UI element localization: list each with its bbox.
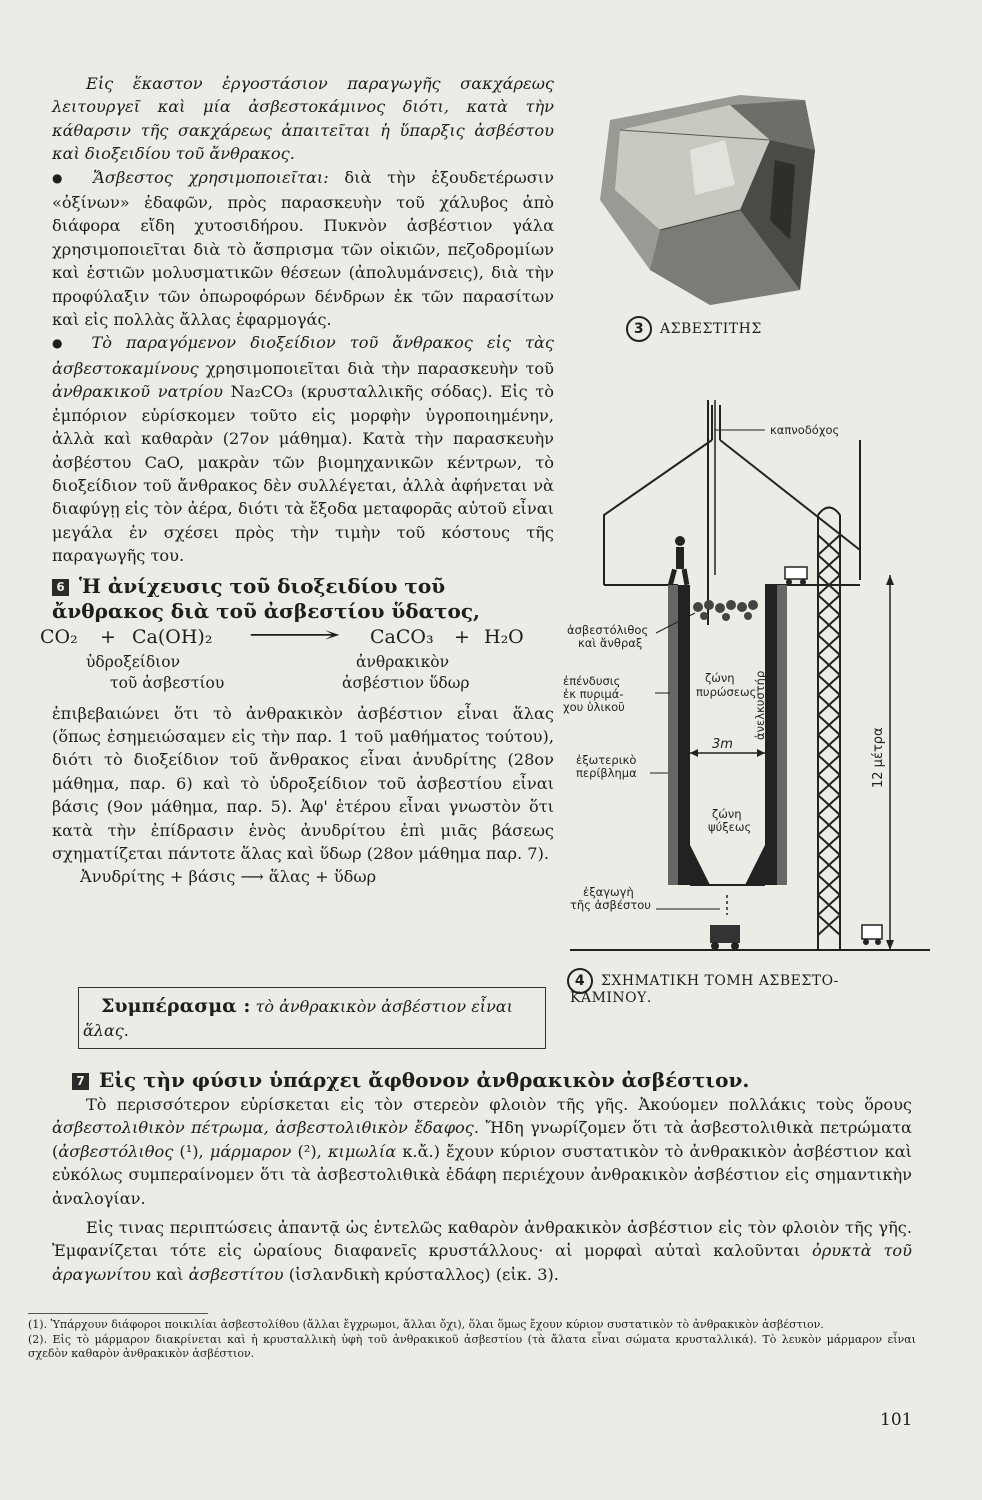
label-lining: ἐκ πυριμά- bbox=[563, 687, 624, 701]
label-firing-zone: πυρώσεως bbox=[696, 685, 757, 699]
text-run: Τὸ περισσότερον εὑρίσκεται εἰς τὸν στερεὸν φλοιὸν τῆς γῆς. Ἀκούομεν πολλάκις τοὺς ὅρους bbox=[86, 1095, 912, 1114]
conclusion-label: Συμπέρασμα : bbox=[101, 995, 251, 1017]
equation-reactant-co2: CO₂ bbox=[40, 625, 78, 648]
label-lining: ἐπένδυσις bbox=[563, 674, 621, 688]
section-6-title: Ἡ ἀνίχευσις τοῦ διοξειδίου τοῦ ἄνθρακος διὰ τοῦ ἀσβεστίου ὕδατος, bbox=[52, 573, 480, 623]
label-limestone: ἀσβεστόλιθος bbox=[567, 623, 649, 637]
lime-uses-lead: Ἄσβεστος χρησιμοποιεῖται: bbox=[93, 167, 329, 187]
height-dimension bbox=[886, 575, 894, 950]
equation-label: ἀσβέστιον ὕδωρ bbox=[342, 673, 470, 692]
text-run: (ἰσλανδικὴ κρύσταλλος) (εἰκ. 3). bbox=[283, 1264, 559, 1284]
text-run: ὀρυκτὰ τοῦ ἀραγωνίτου bbox=[52, 1241, 912, 1284]
label-cooling-zone: ψύξεως bbox=[708, 820, 752, 834]
co2-uses-text-b: Na₂CO₃ (κρυσταλλικῆς σόδας). Εἰς τὸ ἐμπόριον εὑρίσκομεν τοῦτο εἰς μορφὴν ὑγροποιημένην, ἀλλὰ καὶ καθαρὰν (27ον μάθημα). Κατὰ τὴν παρασκευὴν ἀσβέστου CaO, μακρὰν τῶν βιομηχανικῶν κέντρων, τὸ διοξείδιον τοῦ ἄνθρακος δὲν συλλέγεται, ἀλλὰ ἀφήνεται νὰ διαφύγῃ εἰς τὸν ἀέρα, διότι τὰ ἔξοδα μεταφορᾶς αὐτοῦ εἶναι μεγάλα ἐν σχέσει πρὸς τὴν τιμὴν τοῦ κόστους τῆς παραγωγῆς του. bbox=[52, 382, 554, 566]
figure-number-badge: 4 bbox=[567, 968, 593, 994]
worker-figure-icon bbox=[668, 536, 689, 586]
elevator-cart-icon bbox=[862, 925, 882, 945]
footnote-2: (2). Εἰς τὸ μάρμαρον διακρίνεται καὶ ἡ κρυσταλλικὴ ὑφὴ τοῦ ἀνθρακικοῦ ἀσβεστίου (τὰ ἄλατα εἶναι σώματα κρυσταλλικά). Τὸ λευκὸν μάρμαρον εἶναι σχεδὸν καθαρὸν ἀνθρακικὸν ἀσβέστιον. bbox=[28, 1332, 916, 1360]
lime-uses-text: διὰ τὴν ἐξουδετέρωσιν «ὀξίνων» ἐδαφῶν, πρὸς παρασκευὴν τοῦ χάλυβος ἀπὸ διάφορα εἴδη χυτοσιδήρου. Πυκνὸν ἀσβέστιον γάλα χρησιμοποιεῖται διὰ τὸ ἄσπρισμα τῶν οἰκιῶν, πεζοδρομίων καὶ ἑστιῶν μολυσματικῶν θέσεων (ἀπολυμάνσεις), διὰ τὴν προφύλαξιν τῶν ὀπωροφόρων δένδρων ἐκ τῶν παρασίτων καὶ εἰς πολλὰς ἄλλας ἐφαρμογάς. bbox=[52, 167, 554, 330]
page-number: 101 bbox=[880, 1410, 913, 1430]
label-lime-outlet: τῆς ἀσβέστου bbox=[570, 898, 651, 912]
text-run: Ἤδη γνωρίζομεν ὅτι τὰ ἀσβεστολιθικὰ πετρώματα ( bbox=[52, 1118, 912, 1161]
elevator-tower bbox=[818, 508, 840, 951]
text-run: (¹), bbox=[173, 1141, 210, 1161]
paragraph-sugar-factory bbox=[52, 72, 554, 166]
conclusion-text: ἅλας. bbox=[83, 1021, 129, 1040]
label-height: 12 μέτρα bbox=[871, 727, 886, 788]
paragraph-lime-uses bbox=[52, 166, 554, 332]
co2-uses-lead: Τὸ παραγόμενον διοξείδιον τοῦ ἄνθρακος εἰς τὰς ἀσβεστοκαμίνους bbox=[52, 333, 554, 378]
equation-arrow: ⟶ bbox=[247, 622, 336, 648]
footnotes bbox=[28, 1318, 916, 1362]
paragraph-text: Εἰς ἕκαστον ἐργοστάσιον παραγωγῆς σακχάρεως λειτουργεῖ καὶ μία ἀσβεστοκάμινος διότι, κατὰ τὴν κάθαρσιν τῆς σακχάρεως ἀπαιτεῖται ἡ ὕπαρξις ἀσβέστου καὶ διοξειδίου τοῦ ἄνθρακος. bbox=[52, 74, 554, 164]
text-run: μάρμαρον bbox=[209, 1141, 292, 1161]
section-7-paragraph-1 bbox=[52, 1093, 912, 1210]
text-run: Εἰς τινας περιπτώσεις ἀπαντᾷ ὡς ἐντελῶς καθαρὸν ἀνθρακικὸν ἀσβέστιον εἰς τὸν φλοιὸν τῆς γῆς. Ἐμφανίζεται τότε εἰς ὡραίους διαφανεῖς κρυστάλλους· αἱ μορφαὶ αὐταὶ καλοῦνται bbox=[52, 1218, 912, 1261]
section-6-heading bbox=[52, 574, 554, 624]
section-6-body: ἐπιβεβαιώνει ὅτι τὸ ἀνθρακικὸν ἀσβέστιον εἶναι ἅλας (ὅπως ἐσημειώσαμεν εἰς τὴν παρ. 1 τοῦ μαθήματος τούτου), διότι τὸ διοξείδιον τοῦ ἄνθρακος εἶναι ἀνυδρίτης (28ον μάθημα, παρ. 6) καὶ τὸ ὑδροξείδιον τοῦ ἀσβεστίου εἶναι βάσις (9ον μάθημα, παρ. 5). Ἀφ' ἑτέρου εἶναι γνωστὸν ὅτι κατὰ τὴν ἐπίδρασιν ἑνὸς ἀνυδρίτου ἐπὶ μιᾶς βάσεως σχηματίζεται πάντοτε ἅλας καὶ ὕδωρ (28ον μάθημα παρ. 7). bbox=[52, 703, 554, 863]
cart-icon bbox=[710, 925, 740, 950]
figure-4-caption-text: ΣΧΗΜΑΤΙΚΗ ΤΟΜΗ ΑΣΒΕΣΤΟ- bbox=[601, 973, 839, 989]
text-run: (²), bbox=[291, 1141, 328, 1161]
equation-label: ἀνθρακικὸν bbox=[356, 652, 450, 671]
section-7-paragraph-2 bbox=[52, 1216, 912, 1286]
figure-3-caption bbox=[626, 316, 762, 342]
paragraph-co2-uses bbox=[52, 331, 554, 567]
section-7 bbox=[52, 1068, 913, 1286]
figure-4-caption-text: ΚΑΜΙΝΟΥ. bbox=[570, 990, 652, 1006]
text-run: κιμωλία bbox=[327, 1141, 397, 1161]
text-run: ἀσβεστολιθικὸν πέτρωμα, ἀσβεστολιθικὸν ἔδαφος. bbox=[52, 1118, 479, 1138]
footnote-divider bbox=[28, 1313, 208, 1314]
section-7-title: Εἰς τὴν φύσιν ὑπάρχει ἄφθονον ἀνθρακικὸν ἀσβέστιον. bbox=[99, 1068, 750, 1092]
equation-plus: + bbox=[454, 625, 470, 648]
equation-plus: + bbox=[100, 625, 116, 648]
co2-uses-text-a: χρησιμοποιεῖται διὰ τὴν παρασκευὴν τοῦ bbox=[198, 358, 554, 378]
left-column bbox=[40, 72, 554, 889]
conclusion-box bbox=[78, 987, 546, 1049]
label-chimney: καπνοδόχος bbox=[770, 423, 840, 437]
label-width: 3m bbox=[712, 737, 733, 752]
equation-product-caco3: CaCO₃ bbox=[370, 625, 434, 648]
label-firing-zone: ζώνη bbox=[705, 671, 735, 685]
chemical-equation bbox=[40, 622, 554, 692]
text-run: κ.ἄ.) ἔχουν κύριον συστατικὸν τὸ ἀνθρακικὸν ἀσβέστιον καὶ εὐκόλως συμπεραίνομεν ὅτι τὰ ἀσβεστολιθικὰ ἐδάφη περιέχουν ἀνθρακικὸν ἀσβέστιον εἰς σημαντικὴν ἀναλογίαν. bbox=[52, 1141, 913, 1208]
label-lime-outlet: ἐξαγωγὴ bbox=[583, 885, 634, 899]
text-run: ἀσβεστόλιθος bbox=[58, 1141, 174, 1161]
text-run: καὶ bbox=[150, 1264, 189, 1284]
equation-label: ὑδροξείδιον bbox=[86, 652, 181, 671]
footnote-1: (1). Ὑπάρχουν διάφοροι ποικιλίαι ἀσβεστολίθου (ἄλλαι ἔγχρωμοι, ἄλλαι ὄχι), ὅλαι ὅμως ἔχουν κύριον συστατικὸν τὸ ἀνθρακικὸν ἀσβέστιον. bbox=[28, 1318, 824, 1331]
label-cooling-zone: ζώνη bbox=[712, 807, 742, 821]
sodium-carbonate-term: ἀνθρακικοῦ νατρίου bbox=[52, 382, 223, 402]
section-number-badge: 6 bbox=[52, 579, 69, 596]
section-7-heading bbox=[72, 1068, 912, 1093]
label-elevator: ἀνελκυστήρ bbox=[753, 670, 767, 740]
label-lining: χου ὑλικοῦ bbox=[563, 700, 625, 714]
conclusion-text: τὸ ἀνθρακικὸν ἀσβέστιον εἶναι bbox=[255, 997, 513, 1016]
equation-reactant-caoh2: Ca(OH)₂ bbox=[132, 625, 213, 648]
label-outer-shell: περίβλημα bbox=[576, 766, 637, 780]
figure-3-caption-text: ΑΣΒΕΣΤΙΤΗΣ bbox=[660, 321, 762, 337]
equation-product-h2o: H₂O bbox=[484, 625, 524, 648]
equation-label: τοῦ ἀσβεστίου bbox=[110, 673, 225, 692]
label-outer-shell: ἐξωτερικὸ bbox=[576, 753, 637, 767]
figure-number-badge: 3 bbox=[626, 316, 652, 342]
acid-base-rule: Ἀνυδρίτης + βάσις ⟶ ἅλας + ὕδωρ bbox=[80, 867, 377, 887]
top-cart-icon bbox=[785, 567, 807, 585]
section-number-badge: 7 bbox=[72, 1073, 89, 1090]
label-limestone: καὶ ἄνθραξ bbox=[578, 636, 643, 650]
calcite-crystal-photo bbox=[590, 90, 822, 308]
text-run: ἀσβεστίτου bbox=[188, 1264, 284, 1284]
